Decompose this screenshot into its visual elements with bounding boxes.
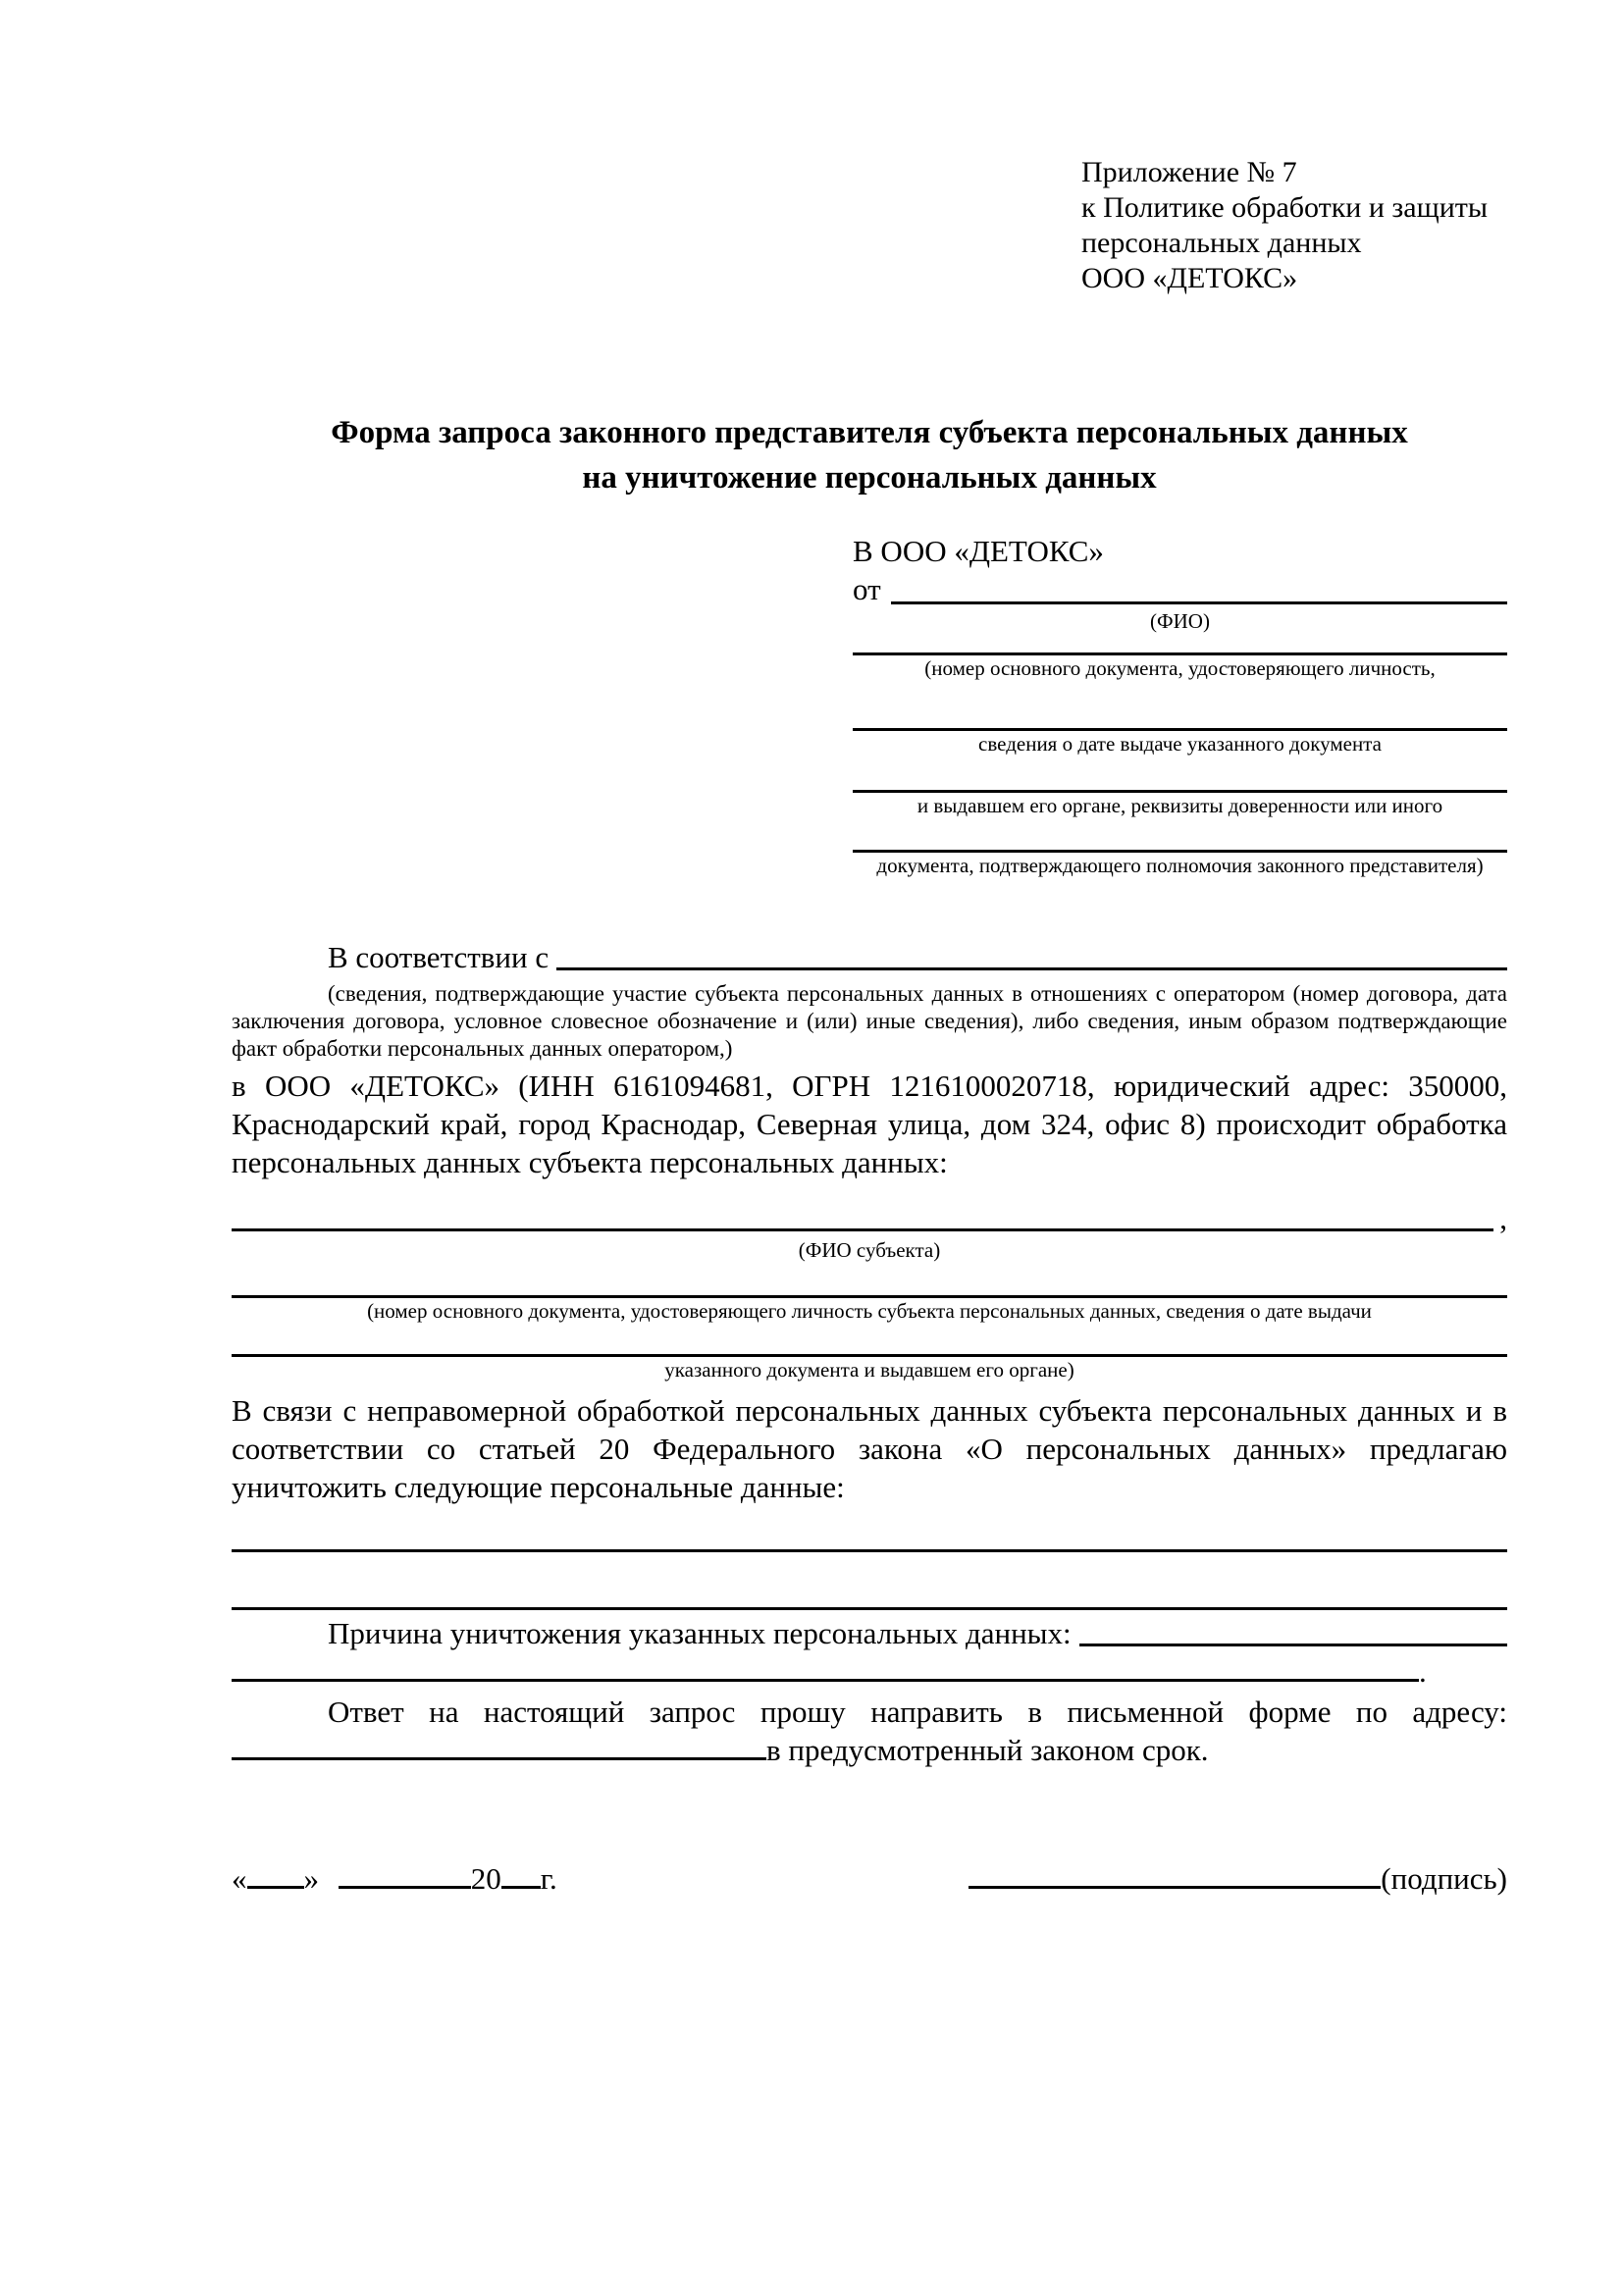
doc-fill-line-2 <box>853 682 1507 731</box>
addressee-block <box>853 532 1507 879</box>
from-label: от <box>853 572 881 606</box>
date-field <box>232 1859 557 1898</box>
from-row <box>853 570 1507 608</box>
subject-fio-caption: (ФИО субъекта) <box>798 1238 941 1262</box>
fio-caption: (ФИО) <box>1150 609 1210 633</box>
date-day-fill-line <box>247 1886 304 1889</box>
date-year-fill-line <box>501 1886 541 1889</box>
accordance-fill-line <box>556 938 1507 970</box>
date-year-suffix: г. <box>540 1861 557 1896</box>
reason-row <box>232 1614 1507 1652</box>
addressee-to: В ООО «ДЕТОКС» <box>853 534 1104 568</box>
doc-fill-line-4 <box>853 819 1507 853</box>
subject-fio-comma: , <box>1499 1201 1507 1235</box>
reply-address-fill-line <box>232 1757 766 1760</box>
reason-fill-line-2 <box>232 1679 1419 1682</box>
appendix-line: к Политике обработки и защиты <box>1081 191 1489 224</box>
doc-fill-line-1 <box>853 635 1507 655</box>
reason-lead: Причина уничтожения указанных персональных данных: <box>328 1616 1072 1650</box>
subject-doc-caption-2: указанного документа и выдавшем его органе) <box>664 1358 1074 1382</box>
form-title-line-2: на уничтожение персональных данных <box>582 460 1157 496</box>
accordance-row <box>232 938 1507 976</box>
data-fill-line-1 <box>232 1506 1507 1552</box>
reason-fill-line <box>1079 1614 1507 1646</box>
reply-tail-row <box>232 1731 1507 1769</box>
page-content <box>232 0 1507 1898</box>
doc-caption-1: (номер основного документа, удостоверяющего личность, <box>924 656 1436 680</box>
subject-fio-row <box>232 1199 1507 1237</box>
subject-doc-fill-line-1 <box>232 1264 1507 1298</box>
signature-fill-line <box>969 1886 1381 1889</box>
date-close-quote: » <box>303 1861 319 1896</box>
reply-paragraph: Ответ на настоящий запрос прошу направить в письменной форме по адресу: <box>328 1695 1507 1729</box>
reason-continuation-row <box>232 1652 1507 1691</box>
doc-caption-3: и выдавшем его органе, реквизиты доверенности или иного <box>916 794 1443 817</box>
reply-tail: в предусмотренный законом срок. <box>766 1733 1209 1767</box>
operator-paragraph: в ООО «ДЕТОКС» (ИНН 6161094681, ОГРН 1216100020718, юридический адрес: 350000, Краснодарский край, город Краснодар, Северная улица, дом 324, офис 8) происходит обработка персональных данных субъекта персональных данных: <box>232 1069 1507 1179</box>
reason-period: . <box>1419 1654 1427 1689</box>
appendix-line: Приложение № 7 <box>1081 156 1297 188</box>
footer-row <box>232 1859 1507 1898</box>
doc-caption-4: документа, подтверждающего полномочия законного представителя) <box>876 854 1484 877</box>
doc-fill-line-3 <box>853 757 1507 793</box>
date-open-quote: « <box>232 1861 247 1896</box>
doc-caption-2: сведения о дате выдаче указанного документа <box>978 732 1382 756</box>
subject-doc-caption-1: (номер основного документа, удостоверяющего личность субъекта персональных данных, сведения о дате выдачи <box>367 1299 1372 1323</box>
appendix-line: персональных данных <box>1081 227 1362 259</box>
from-fill-line <box>891 570 1507 604</box>
form-title-line-1: Форма запроса законного представителя субъекта персональных данных <box>331 415 1408 450</box>
date-month-fill-line <box>339 1886 471 1889</box>
signature-field <box>969 1859 1507 1898</box>
date-year-prefix: 20 <box>470 1861 501 1896</box>
accordance-lead: В соответствии с <box>328 940 550 974</box>
form-title <box>232 410 1507 500</box>
subject-doc-fill-line-2 <box>232 1325 1507 1357</box>
data-fill-line-2 <box>232 1552 1507 1610</box>
fine-print: (сведения, подтверждающие участие субъекта персональных данных в отношениях с оператором (номер договора, дата заключения договора, условное словесное обозначение и (или) иные сведения), либо сведения, иным образом подтверждающие факт обработки персональных данных оператором,) <box>232 981 1507 1061</box>
demand-paragraph: В связи с неправомерной обработкой персональных данных субъекта персональных данных и в соответствии со статьей 20 Федерального закона «О персональных данных» предлагаю уничтожить следующие персональные данные: <box>232 1393 1507 1504</box>
signature-caption: (подпись) <box>1381 1861 1507 1896</box>
subject-fio-fill-line <box>232 1199 1493 1231</box>
appendix-line: ООО «ДЕТОКС» <box>1081 262 1298 294</box>
appendix-block <box>1081 155 1507 296</box>
